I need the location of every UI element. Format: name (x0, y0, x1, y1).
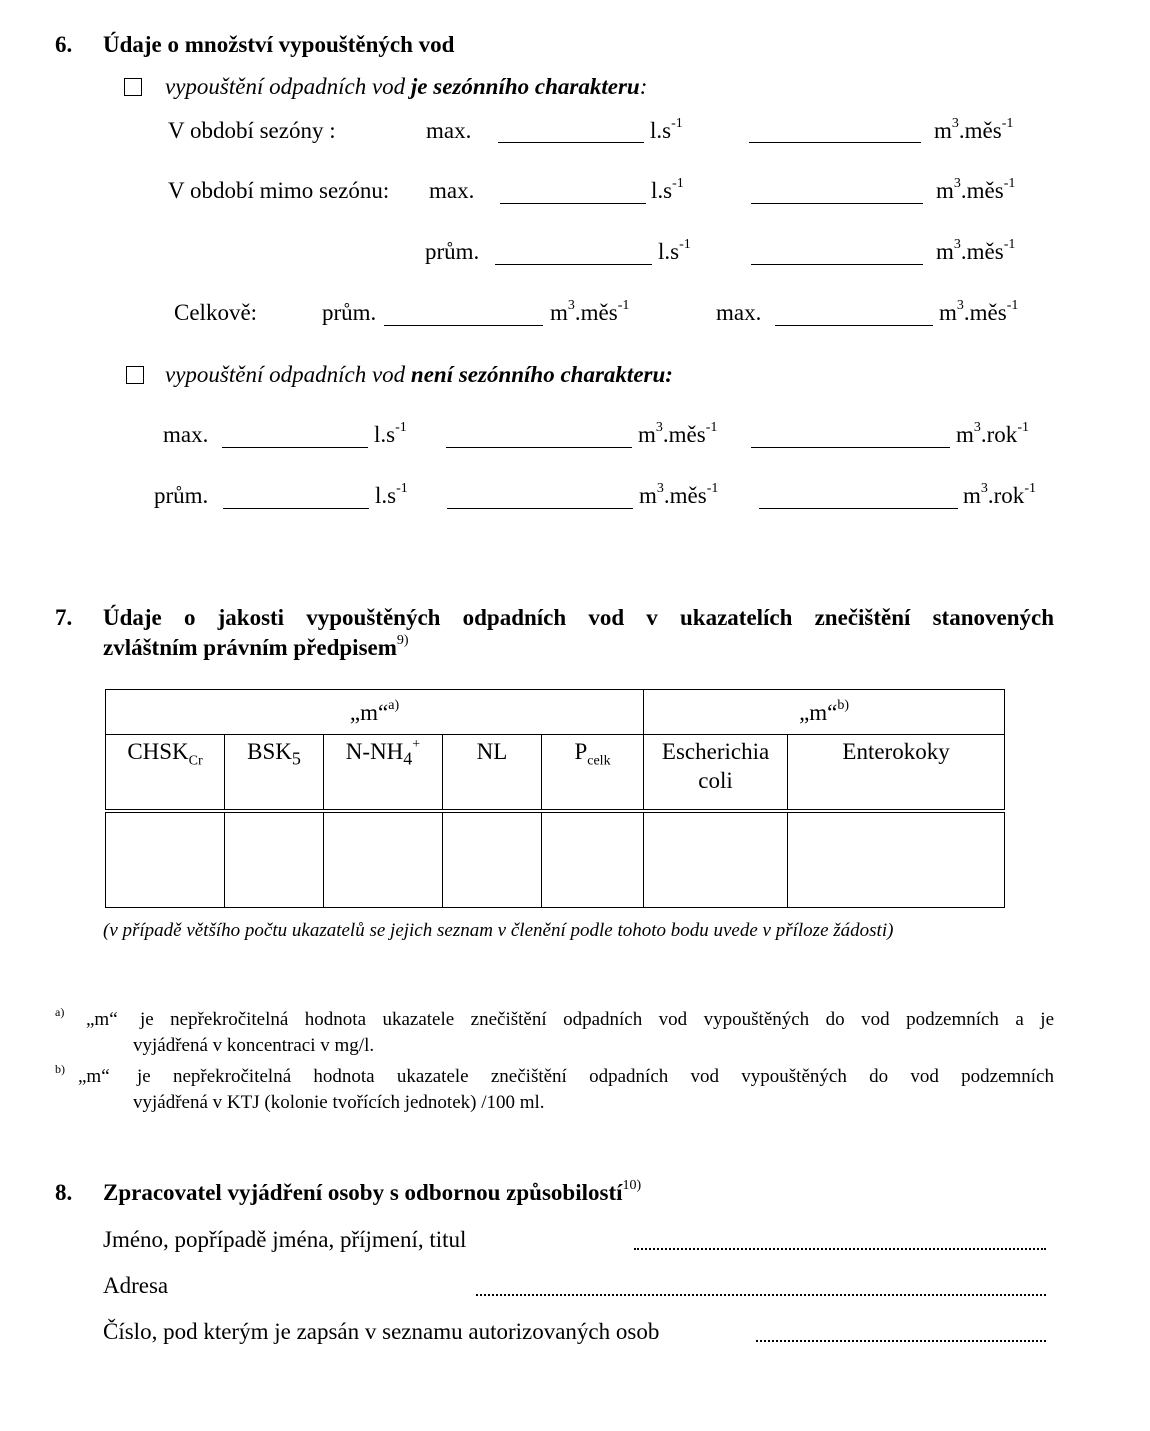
off-season-max-m3-field[interactable] (751, 203, 923, 204)
seasonal-label-end: : (639, 74, 648, 99)
off-season-avg-ls-field[interactable] (495, 264, 652, 265)
unit-m3-mes: $m^3.měs^{-1}$ (936, 176, 1016, 203)
seasonal-label (165, 75, 647, 98)
total-max-label: max. (716, 300, 762, 325)
col-ecoli: Escherichia coli (644, 735, 788, 812)
address-field[interactable] (476, 1294, 1046, 1296)
nonseasonal-label-bold: není sezónního charakteru: (410, 362, 673, 387)
col-chsk: $CHSK_{Cr}$ (106, 735, 225, 812)
value-entero-cell[interactable] (788, 811, 1005, 908)
value-ecoli-cell[interactable] (644, 811, 788, 908)
total-avg-field[interactable] (384, 325, 543, 326)
unit-m3-rok: $m^3.rok^{-1}$ (963, 481, 1036, 508)
value-p-cell[interactable] (542, 811, 644, 908)
in-season-max-label: max. (426, 118, 472, 143)
value-nl-cell[interactable] (443, 811, 542, 908)
footnote-a-m: „m“ (86, 1009, 118, 1030)
unit-m3-mes: $m^3.měs^{-1}$ (639, 481, 719, 508)
nonseasonal-avg-ls-field[interactable] (223, 508, 369, 509)
off-season-max-ls-field[interactable] (500, 203, 646, 204)
off-season-avg-m3-field[interactable] (751, 264, 923, 265)
nonseasonal-label-italic: vypouštění odpadních vod (165, 362, 411, 387)
footnote-b-line2: vyjádřená v KTJ (kolonie tvořících jednotek) /100 ml. (133, 1092, 545, 1113)
col-bsk: $BSK_5$ (225, 735, 324, 812)
col-entero: Enterokoky (788, 735, 1005, 812)
nonseasonal-max-ls-field[interactable] (222, 447, 368, 448)
footnote-a-line1: je nepřekročitelná hodnota ukazatele znečištění odpadních vod vypouštěných do vod podzemních a je (140, 1009, 1054, 1030)
footnote-b-mark: b) (55, 1062, 65, 1076)
total-avg-label: prům. (322, 300, 377, 325)
in-season-label: V období sezóny : (168, 118, 336, 143)
unit-m3-mes: $m^3.měs^{-1}$ (934, 116, 1014, 143)
footnote-a-line2: vyjádřená v koncentraci v mg/l. (133, 1035, 375, 1056)
nonseasonal-max-m3mes-field[interactable] (446, 447, 632, 448)
unit-ls: $l.s^{-1}$ (374, 420, 407, 447)
footnote-b-m: „m“ (78, 1066, 110, 1087)
registration-label: Číslo, pod kterým je zapsán v seznamu autorizovaných osob (103, 1319, 660, 1344)
footnote-a-mark: a) (55, 1005, 65, 1019)
address-label: Adresa (103, 1273, 169, 1298)
nonseasonal-label (165, 363, 673, 386)
nonseasonal-checkbox[interactable] (126, 366, 144, 384)
unit-m3-mes: $m^3.měs^{-1}$ (550, 298, 630, 325)
section-8-number: 8. (55, 1180, 73, 1205)
in-season-max-ls-field[interactable] (498, 142, 644, 143)
unit-ls: $l.s^{-1}$ (650, 116, 683, 143)
seasonal-label-bold: je sezónního charakteru (410, 74, 640, 99)
total-label: Celkově: (174, 300, 258, 325)
unit-ls: $l.s^{-1}$ (651, 176, 684, 203)
unit-m3-mes: $m^3.měs^{-1}$ (939, 298, 1019, 325)
col-p: $P_{celk}$ (542, 735, 644, 812)
unit-m3-mes: $m^3.měs^{-1}$ (936, 237, 1016, 264)
off-season-label: V období mimo sezónu: (168, 178, 390, 203)
nonseasonal-max-m3rok-field[interactable] (751, 447, 950, 448)
off-season-max-label: max. (429, 178, 475, 203)
group-m-a-header: „m“$^{a)}$ (106, 690, 644, 735)
group-m-b-header: „m“$^{b)}$ (644, 690, 1005, 735)
unit-ls: $l.s^{-1}$ (658, 237, 691, 264)
section-6-title: Údaje o množství vypouštěných vod (103, 32, 455, 57)
nonseasonal-avg-m3mes-field[interactable] (447, 508, 633, 509)
col-nl: NL (443, 735, 542, 812)
unit-ls: $l.s^{-1}$ (375, 481, 408, 508)
unit-m3-mes: $m^3.měs^{-1}$ (638, 420, 718, 447)
section-7-title-line1: Údaje o jakosti vypouštěných odpadních vod v ukazatelích znečištění stanovených (103, 605, 1054, 630)
registration-field[interactable] (756, 1340, 1046, 1342)
value-chsk-cell[interactable] (106, 811, 225, 908)
col-nh4: $N-NH_4^+$ (324, 735, 443, 812)
section-7-number: 7. (55, 605, 73, 630)
section-7-title-line2: zvláštním právním předpisem$^{9)}$ (103, 633, 409, 660)
section-8-title: Zpracovatel vyjádření osoby s odbornou způsobilostí$^{10)}$ (103, 1178, 642, 1205)
value-nh4-cell[interactable] (324, 811, 443, 908)
nonseasonal-avg-m3rok-field[interactable] (759, 508, 958, 509)
total-max-field[interactable] (775, 325, 933, 326)
in-season-max-m3-field[interactable] (749, 142, 921, 143)
value-bsk-cell[interactable] (225, 811, 324, 908)
name-field[interactable] (634, 1248, 1046, 1250)
section-6-number: 6. (55, 32, 73, 57)
footnote-b-line1: je nepřekročitelná hodnota ukazatele znečištění odpadních vod vypouštěných do vod podzemních (137, 1066, 1054, 1087)
table-note: (v případě většího počtu ukazatelů se jejich seznam v členění podle tohoto bodu uvede v příloze žádosti) (103, 920, 894, 941)
quality-table (105, 689, 1005, 908)
name-label: Jméno, popřípadě jména, příjmení, titul (103, 1227, 467, 1252)
off-season-avg-label: prům. (425, 239, 480, 264)
unit-m3-rok: $m^3.rok^{-1}$ (956, 420, 1029, 447)
nonseasonal-avg-label: prům. (154, 483, 209, 508)
nonseasonal-max-label: max. (163, 422, 209, 447)
seasonal-label-italic: vypouštění odpadních vod (165, 74, 411, 99)
seasonal-checkbox[interactable] (124, 78, 142, 96)
